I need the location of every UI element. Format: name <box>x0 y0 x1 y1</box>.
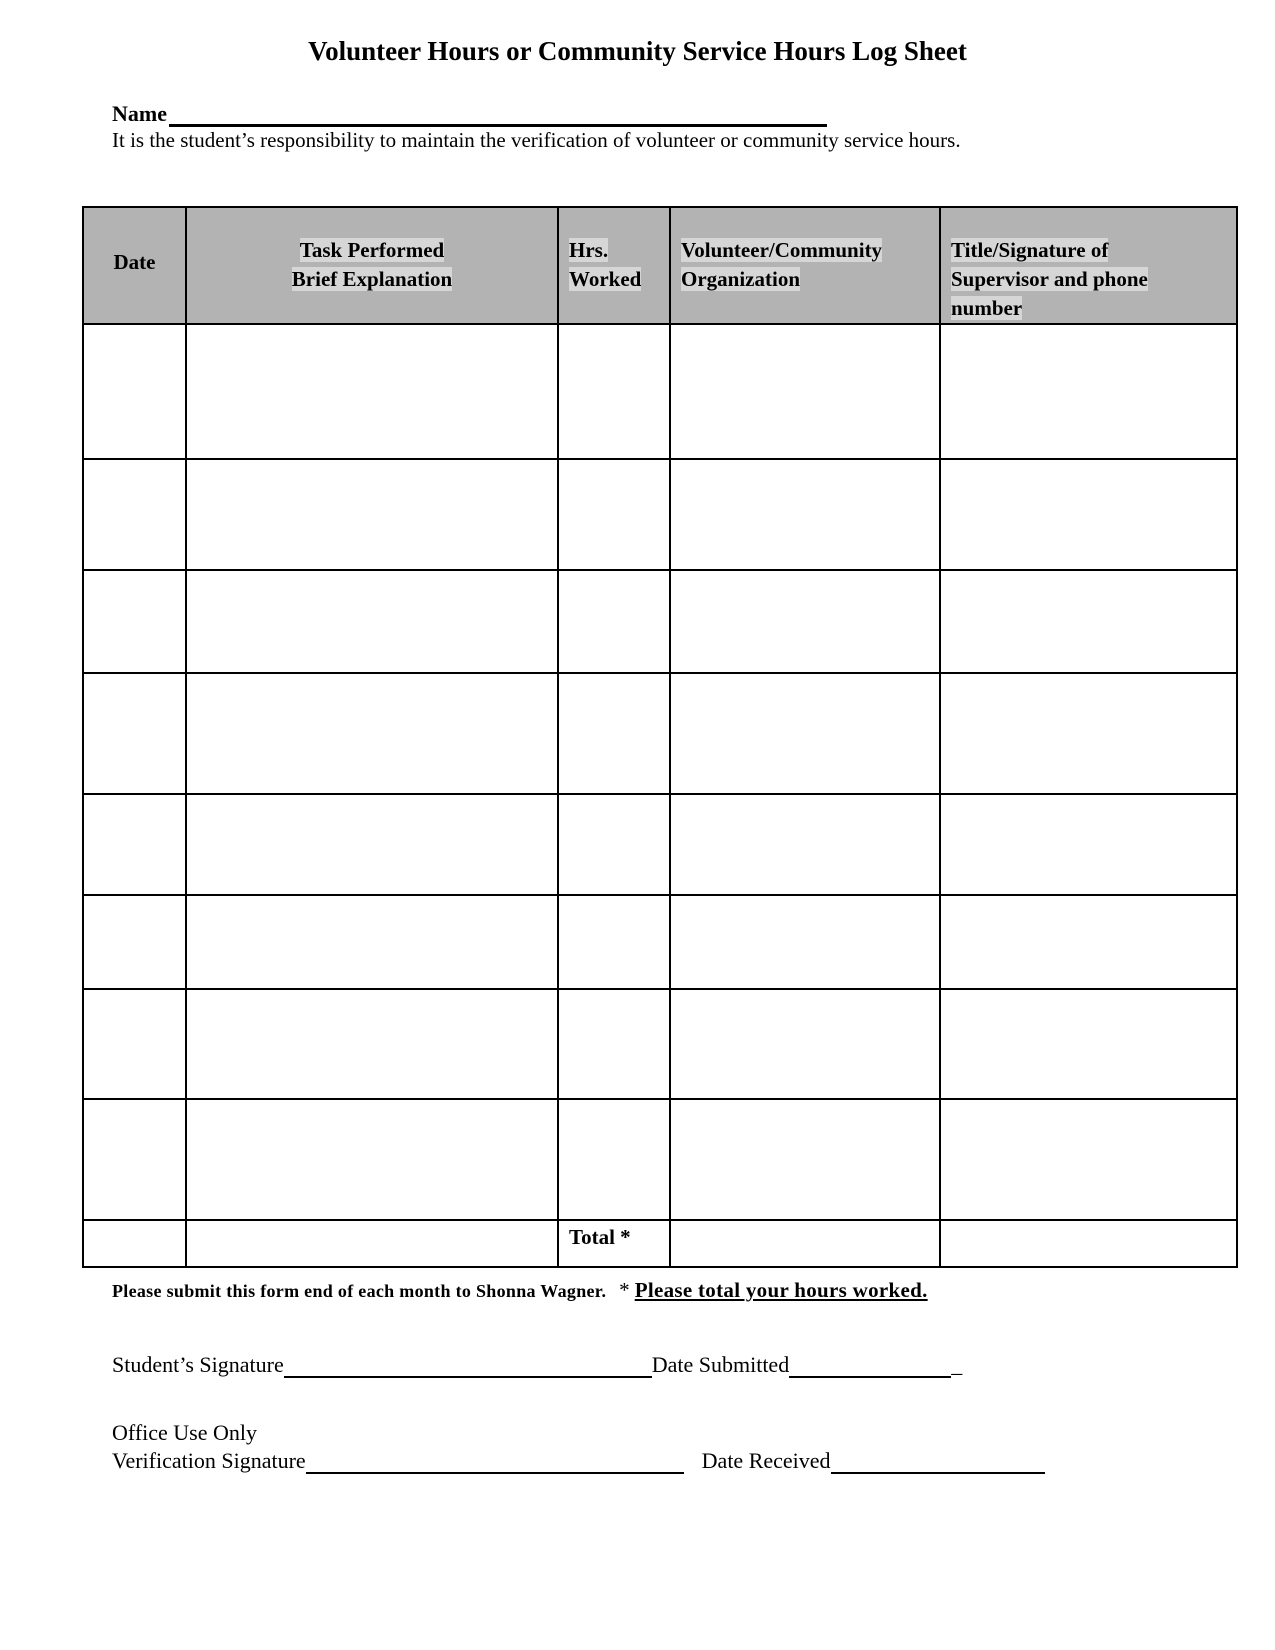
total-blank-cell <box>186 1220 558 1267</box>
table-row <box>83 794 1237 895</box>
organization-cell[interactable] <box>670 794 940 895</box>
hours-cell[interactable] <box>558 324 670 459</box>
header-row <box>83 207 1237 324</box>
supervisor-cell[interactable] <box>940 459 1237 570</box>
student-signature-label: Student’s Signature <box>112 1352 284 1377</box>
organization-cell[interactable] <box>670 895 940 989</box>
task-cell[interactable] <box>186 673 558 794</box>
date-submitted-tail: _ <box>951 1352 963 1377</box>
task-cell[interactable] <box>186 794 558 895</box>
header-supervisor <box>940 207 1237 324</box>
header-org-line1: Volunteer/Community <box>681 238 883 262</box>
header-super-line2: Supervisor and phone <box>951 267 1148 291</box>
supervisor-cell[interactable] <box>940 1099 1237 1220</box>
verification-signature-label: Verification Signature <box>112 1448 306 1473</box>
organization-cell[interactable] <box>670 989 940 1099</box>
name-row <box>112 100 827 127</box>
header-organization <box>670 207 940 324</box>
supervisor-cell[interactable] <box>940 895 1237 989</box>
hours-cell[interactable] <box>558 1099 670 1220</box>
date-cell[interactable] <box>83 570 186 673</box>
responsibility-note: It is the student’s responsibility to maintain the verification of volunteer or community service hours. <box>112 128 961 152</box>
task-cell[interactable] <box>186 459 558 570</box>
date-cell[interactable] <box>83 794 186 895</box>
header-super-line1: Title/Signature of <box>951 238 1109 262</box>
header-hours-line2: Worked <box>569 267 642 291</box>
hours-cell[interactable] <box>558 459 670 570</box>
supervisor-cell[interactable] <box>940 570 1237 673</box>
date-received-label: Date Received <box>701 1448 831 1473</box>
table-row <box>83 673 1237 794</box>
header-date: Date <box>83 207 186 324</box>
supervisor-cell[interactable] <box>940 794 1237 895</box>
organization-cell[interactable] <box>670 570 940 673</box>
total-blank-cell <box>940 1220 1237 1267</box>
date-submitted-field[interactable] <box>789 1354 951 1378</box>
table-row <box>83 459 1237 570</box>
header-hours <box>558 207 670 324</box>
task-cell[interactable] <box>186 895 558 989</box>
student-signature-row <box>112 1352 962 1378</box>
organization-cell[interactable] <box>670 459 940 570</box>
total-reminder: Please total your hours worked. <box>634 1278 928 1302</box>
supervisor-cell[interactable] <box>940 324 1237 459</box>
hours-cell[interactable] <box>558 673 670 794</box>
hours-log-table <box>82 206 1238 1268</box>
date-submitted-label: Date Submitted <box>651 1352 790 1377</box>
page-title: Volunteer Hours or Community Service Hours Log Sheet <box>308 36 967 66</box>
date-cell[interactable] <box>83 673 186 794</box>
total-hours-cell[interactable] <box>670 1220 940 1267</box>
table-row <box>83 570 1237 673</box>
table-row <box>83 324 1237 459</box>
student-signature-field[interactable] <box>284 1354 652 1378</box>
supervisor-cell[interactable] <box>940 673 1237 794</box>
hours-cell[interactable] <box>558 895 670 989</box>
hours-cell[interactable] <box>558 570 670 673</box>
task-cell[interactable] <box>186 989 558 1099</box>
header-hours-line1: Hrs. <box>569 238 609 262</box>
asterisk: * <box>619 1278 630 1302</box>
task-cell[interactable] <box>186 1099 558 1220</box>
table-row <box>83 895 1237 989</box>
organization-cell[interactable] <box>670 1099 940 1220</box>
total-label: Total * <box>558 1220 670 1267</box>
submit-note: Please submit this form end of each month to Shonna Wagner. <box>112 1281 607 1301</box>
organization-cell[interactable] <box>670 324 940 459</box>
submit-instructions <box>112 1278 928 1303</box>
header-org-line2: Organization <box>681 267 800 291</box>
supervisor-cell[interactable] <box>940 989 1237 1099</box>
hours-cell[interactable] <box>558 794 670 895</box>
name-field[interactable] <box>169 100 827 127</box>
verification-signature-field[interactable] <box>306 1450 684 1474</box>
date-cell[interactable] <box>83 459 186 570</box>
date-received-field[interactable] <box>831 1450 1045 1474</box>
office-use-label: Office Use Only <box>112 1420 257 1445</box>
date-cell[interactable] <box>83 989 186 1099</box>
task-cell[interactable] <box>186 324 558 459</box>
table-row <box>83 1099 1237 1220</box>
date-cell[interactable] <box>83 895 186 989</box>
verification-row <box>112 1448 1045 1474</box>
header-super-line3: number <box>951 296 1023 320</box>
total-row <box>83 1220 1237 1267</box>
total-blank-cell <box>83 1220 186 1267</box>
date-cell[interactable] <box>83 1099 186 1220</box>
table-row <box>83 989 1237 1099</box>
name-label: Name <box>112 101 167 126</box>
header-task-line1: Task Performed <box>299 238 445 262</box>
hours-cell[interactable] <box>558 989 670 1099</box>
task-cell[interactable] <box>186 570 558 673</box>
header-task-line2: Brief Explanation <box>291 267 453 291</box>
date-cell[interactable] <box>83 324 186 459</box>
header-task <box>186 207 558 324</box>
organization-cell[interactable] <box>670 673 940 794</box>
